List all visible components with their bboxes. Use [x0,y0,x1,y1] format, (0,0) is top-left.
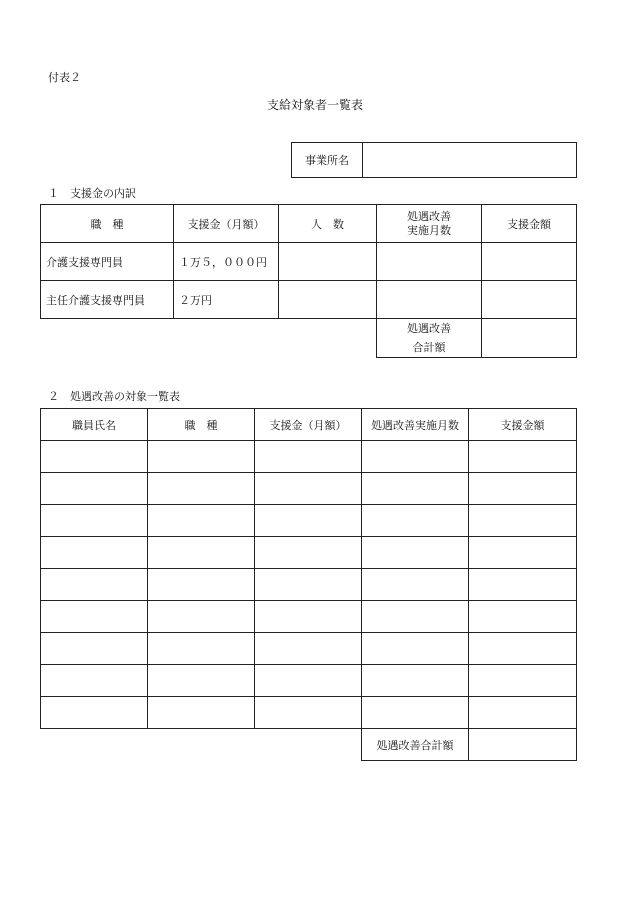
header-job-type: 職 種 [41,205,174,243]
target-staff-table [40,408,577,761]
monthly-amount-cell[interactable] [255,569,362,601]
office-name-field[interactable] [363,143,577,178]
total-amount-cell[interactable] [469,601,577,633]
table-row [41,243,577,281]
table-row [41,697,577,729]
job-type-cell[interactable] [148,473,255,505]
staff-name-cell[interactable] [41,665,148,697]
monthly-amount-cell[interactable] [255,537,362,569]
total-label: 処遇改善合計額 [362,729,469,761]
staff-name-cell[interactable] [41,601,148,633]
total-amount-cell[interactable] [469,633,577,665]
months-cell[interactable] [362,505,469,537]
total-value-cell[interactable] [469,729,577,761]
monthly-amount-cell[interactable] [255,697,362,729]
job-type-cell[interactable] [148,665,255,697]
job-type-cell: 主任介護支援専門員 [41,281,174,319]
table-row [41,601,577,633]
table-row [41,473,577,505]
staff-name-cell[interactable] [41,505,148,537]
total-amount-cell[interactable] [482,243,577,281]
header-staff-name: 職員氏名 [41,409,148,441]
job-type-cell[interactable] [148,441,255,473]
monthly-amount-cell[interactable] [255,633,362,665]
months-cell[interactable] [362,633,469,665]
months-cell[interactable] [362,473,469,505]
table-row [41,505,577,537]
header-months-line1: 処遇改善 [407,209,451,223]
monthly-amount-cell[interactable] [255,441,362,473]
months-cell[interactable] [362,537,469,569]
header-job-type: 職 種 [148,409,255,441]
header-months-line2: 実施月数 [407,223,451,237]
staff-name-cell[interactable] [41,537,148,569]
table-row [41,281,577,319]
staff-name-cell[interactable] [41,697,148,729]
monthly-amount-cell[interactable] [255,473,362,505]
header-headcount: 人 数 [279,205,377,243]
office-table [291,142,577,178]
monthly-amount-cell: ２万円 [174,281,279,319]
months-cell[interactable] [362,601,469,633]
total-amount-cell[interactable] [482,281,577,319]
months-cell[interactable] [377,281,482,319]
total-amount-cell[interactable] [469,665,577,697]
monthly-amount-cell[interactable] [255,601,362,633]
total-amount-cell[interactable] [469,441,577,473]
spacer [41,729,362,761]
spacer [41,319,377,358]
sum-label-line1: 処遇改善 [407,322,451,335]
staff-name-cell[interactable] [41,441,148,473]
section2-heading: ２ 処遇改善の対象一覧表 [48,390,180,403]
monthly-amount-cell[interactable] [255,665,362,697]
job-type-cell[interactable] [148,697,255,729]
table-row [41,633,577,665]
job-type-cell: 介護支援専門員 [41,243,174,281]
total-amount-cell[interactable] [469,697,577,729]
total-amount-cell[interactable] [469,505,577,537]
table-row [41,665,577,697]
table-row [41,441,577,473]
months-cell[interactable] [362,697,469,729]
sum-label [377,319,482,358]
header-total-amount: 支援金額 [482,205,577,243]
sum-label-line2: 合計額 [412,341,446,354]
months-cell[interactable] [362,441,469,473]
job-type-cell[interactable] [148,505,255,537]
job-type-cell[interactable] [148,633,255,665]
total-amount-cell[interactable] [469,569,577,601]
support-breakdown-table [40,204,577,358]
staff-name-cell[interactable] [41,569,148,601]
staff-name-cell[interactable] [41,633,148,665]
table-row [41,569,577,601]
header-monthly-amount: 支援金（月額） [174,205,279,243]
header-total-amount: 支援金額 [469,409,577,441]
header-monthly-amount: 支援金（月額） [255,409,362,441]
job-type-cell[interactable] [148,537,255,569]
sum-value-cell[interactable] [482,319,577,358]
total-amount-cell[interactable] [469,537,577,569]
total-amount-cell[interactable] [469,473,577,505]
months-cell[interactable] [377,243,482,281]
headcount-cell[interactable] [279,243,377,281]
page-title: 支給対象者一覧表 [266,98,363,112]
header-months: 処遇改善実施月数 [362,409,469,441]
headcount-cell[interactable] [279,281,377,319]
job-type-cell[interactable] [148,569,255,601]
monthly-amount-cell: １万５，０００円 [174,243,279,281]
table-row [41,537,577,569]
section1-heading: １ 支援金の内訳 [48,187,136,200]
office-name-label: 事業所名 [292,143,363,178]
months-cell[interactable] [362,569,469,601]
months-cell[interactable] [362,665,469,697]
job-type-cell[interactable] [148,601,255,633]
staff-name-cell[interactable] [41,473,148,505]
header-months [377,205,482,243]
appendix-label: 付表２ [48,71,81,84]
monthly-amount-cell[interactable] [255,505,362,537]
